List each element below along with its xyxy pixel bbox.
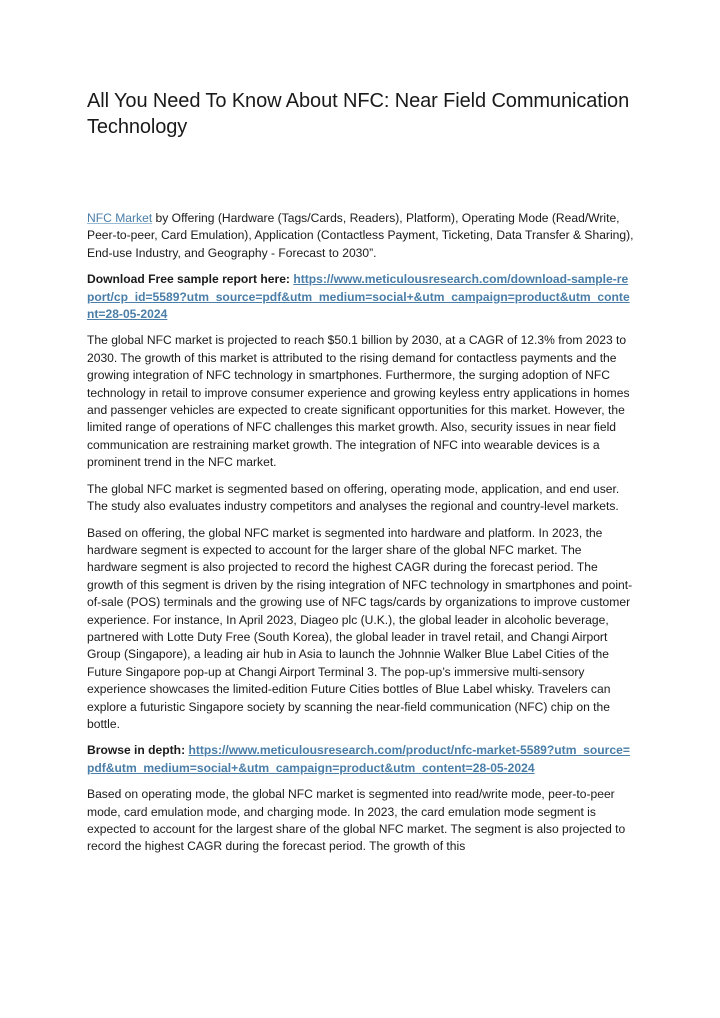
segmentation-paragraph: The global NFC market is segmented based on offering, operating mode, application, and end user. The study also evaluates industry competitors and analyses the regional and country-level markets. [87, 481, 620, 514]
operating-mode-paragraph: Based on operating mode, the global NFC market is segmented into read/write mode, peer-to-peer mode, card emulation mode, and charging mode. In 2023, the card emulation mode segment is expected to account for the largest share of the global NFC market. The segment is also projected to record the highest CAGR during the forecast period. The growth of this [87, 787, 626, 854]
intro-text: by Offering (Hardware (Tags/Cards, Readers), Platform), Operating Mode (Read/Write, Peer-to-peer, Card Emulation), Application (Contactless Payment, Ticketing, Data Transfer & Sharing), End-use Industry, and Geography - Forecast to 2030”. [87, 211, 634, 260]
market-overview-paragraph: The global NFC market is projected to reach $50.1 billion by 2030, at a CAGR of 12.3% from 2023 to 2030. The growth of this market is attributed to the rising demand for contactless payments and the growing integration of NFC technology in smartphones. Furthermore, the surging adoption of NFC technology in retail to improve consumer experience and growing keyless entry applications in homes and passenger vehicles are expected to create significant opportunities for this market. However, the limited range of operations of NFC challenges this market growth. Also, security issues in near field communication are restraining market growth. The integration of NFC into wearable devices is a prominent trend in the NFC market. [87, 333, 630, 470]
browse-paragraph [87, 742, 635, 777]
document-body [87, 210, 635, 856]
document-title: All You Need To Know About NFC: Near Field Communication Technology [87, 90, 630, 138]
offering-paragraph: Based on offering, the global NFC market is segmented into hardware and platform. In 2023, the hardware segment is expected to account for the larger share of the global NFC market. The hardware segment is also projected to record the highest CAGR during the forecast period. The growth of this segment is driven by the rising integration of NFC technology in smartphones and point-of-sale (POS) terminals and the growing use of NFC tags/cards by organizations to improve customer experience. For instance, In April 2023, Diageo plc (U.K.), the global leader in alcoholic beverage, partnered with Lotte Duty Free (South Korea), the global leader in travel retail, and Changi Airport Group (Singapore), a leading air hub in Asia to launch the Johnnie Walker Blue Label Cities of the Future Singapore pop-up at Changi Airport Terminal 3. The pop-up’s immersive multi-sensory experience showcases the limited-edition Future Cities bottles of Blue Label whisky. Travelers can explore a futuristic Singapore society by scanning the near-field communication (NFC) chip on the bottle. [87, 525, 633, 731]
intro-paragraph [87, 210, 635, 262]
browse-label: Browse in depth: [87, 743, 189, 758]
download-paragraph [87, 271, 635, 323]
document-page [87, 88, 635, 865]
download-sample-link[interactable]: https://www.meticulousresearch.com/download-sample-report/cp_id=5589?utm_source=pdf&utm_medium=social+&utm_campaign=product&utm_content=28-05-2024 [87, 272, 630, 322]
nfc-market-link[interactable]: NFC Market [87, 211, 153, 225]
browse-in-depth-link[interactable]: https://www.meticulousresearch.com/product/nfc-market-5589?utm_source=pdf&utm_medium=social+&utm_campaign=product&utm_content=28-05-2024 [87, 743, 630, 775]
download-label: Download Free sample report here: [87, 272, 294, 287]
